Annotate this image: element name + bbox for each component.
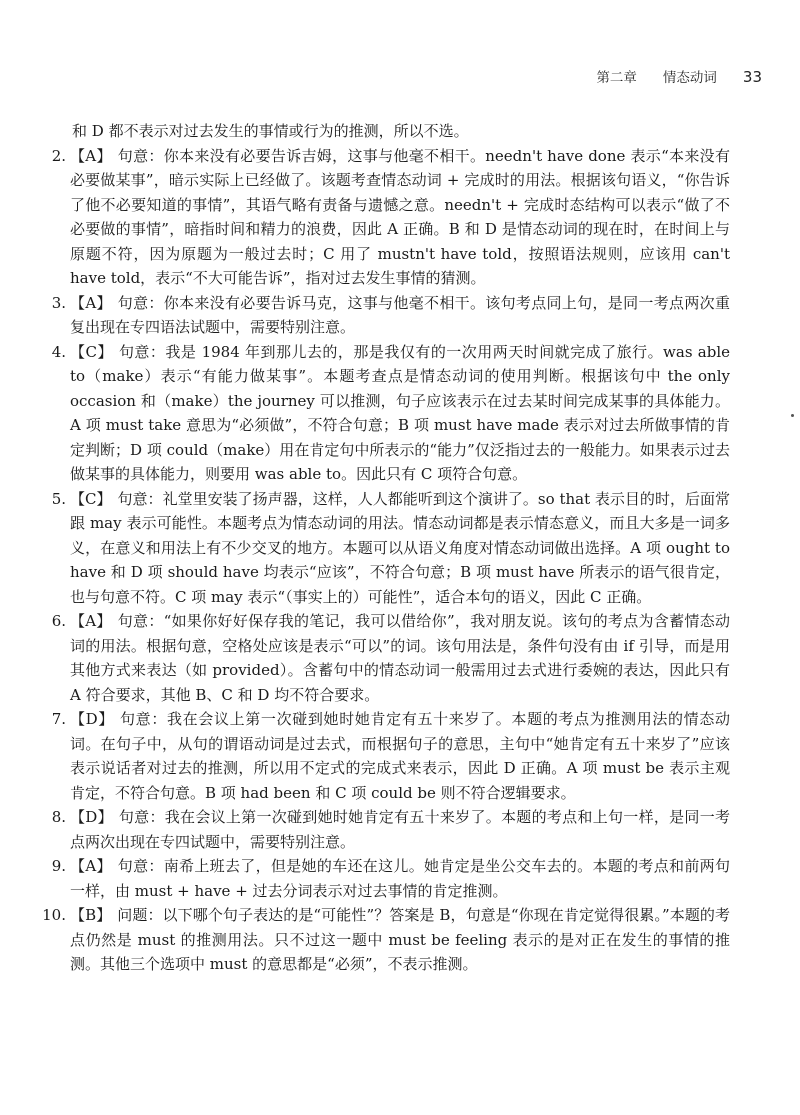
explanation-text: 句意：我在会议上第一次碰到她时她肯定有五十来岁了。本题的考点和上句一样，是同一考点两次出现在专四试题中，需要特别注意。 — [70, 808, 730, 851]
explanation-text: 句意：礼堂里安装了扬声器，这样，人人都能听到这个演讲了。so that 表示目的时，后面常跟 may 表示可能性。本题考点为情态动词的用法。情态动词都是表示情态意义，而且大多是一词多义，在意义和用法上有不少交叉的地方。本题可以从语义角度对情态动词做出选择。A 项 ought to have 和 D 项 should have 均表示“应该”，不符合句意；B 项 must have 所表示的语气很肯定，也与句意不符。C 项 may 表示“（事实上的）可能性”，适合本句的语义，因此 C 正确。 — [70, 489, 730, 606]
list-item — [42, 903, 730, 977]
item-number: 8. — [51, 808, 66, 826]
list-item — [51, 805, 730, 854]
page-header — [596, 66, 762, 86]
answer-explanations — [42, 119, 730, 977]
explanation-text: 句意：“如果你好好保存我的笔记，我可以借给你”，我对朋友说。该句的考点为含蓄情态动词的用法。根据句意，空格处应该是表示“可以”的词。该句用法是，条件句没有由 if 引导，而是用其他方式来表达（如 provided）。含蓄句中的情态动词一般需用过去式进行委婉的表达，因此只有 A 符合要求，其他 B、C 和 D 均不符合要求。 — [70, 612, 730, 704]
item-number: 5. — [51, 489, 66, 508]
list-item — [51, 707, 730, 805]
explanation-text: 句意：南希上班去了，但是她的车还在这儿。她肯定是坐公交车去的。本题的考点和前两句一样，由 must + have + 过去分词表示对过去事情的肯定推测。 — [70, 857, 730, 900]
chapter-label: 第二章 — [596, 70, 637, 86]
explanation-text: 句意：我在会议上第一次碰到她时她肯定有五十来岁了。本题的考点为推测用法的情态动词。在句子中，从句的谓语动词是过去式，而根据句子的意思，主句中“她肯定有五十来岁了”应该表示说话者对过去的推测，所以用不定式的完成式来表示，因此 D 正确。A 项 must be 表示主观肯定，不符合句意。B 项 had been 和 C 项 could be 则不符合逻辑要求。 — [70, 710, 730, 802]
item-number: 10. — [42, 906, 66, 924]
answer-label: 【B】 — [70, 906, 112, 924]
item-number: 3. — [51, 293, 66, 312]
explanation-text: 句意：我是 1984 年到那儿去的，那是我仅有的一次用两天时间就完成了旅行。was able to（make）表示“有能力做某事”。本题考查点是情态动词的使用判断。根据该句中 the only occasion 和（make）the journey 可以推测，句子应该表示在过去某时间完成某事的具体能力。A 项 must take 意思为“必须做”，不符合句意；B 项 must have made 表示对过去所做事情的肯定判断；D 项 could（make）用在肯定句中所表示的“能力”仅泛指过去的一般能力。如果表示过去做某事的具体能力，则要用 was able to。因此只有 C 项符合句意。 — [70, 342, 730, 483]
item-number: 2. — [51, 146, 66, 165]
answer-label: 【D】 — [70, 710, 114, 728]
answer-label: 【C】 — [70, 489, 112, 508]
item-number: 9. — [51, 857, 66, 875]
item-number: 4. — [51, 342, 66, 361]
explanation-text: 句意：你本来没有必要告诉吉姆，这事与他毫不相干。needn't have done 表示“本来没有必要做某事”，暗示实际上已经做了。该题考查情态动词 + 完成时的用法。根据该句语义，“你告诉了他不必要知道的事情”，其语气略有责备与遗憾之意。needn't + 完成时态结构可以表示“做了不必要做的事情”，暗指时间和精力的浪费，因此 A 正确。B 和 D 是情态动词的现在时，在时间上与原题不符，因为原题为一般过去时；C 用了 mustn't have told，按照语法规则，应该用 can't have told，表示“不大可能告诉”，指对过去发生事情的猜测。 — [70, 146, 730, 287]
page-number: 33 — [742, 68, 762, 86]
list-item — [51, 854, 730, 903]
item-number: 7. — [51, 710, 66, 728]
answer-label: 【A】 — [70, 293, 112, 312]
answer-label: 【A】 — [70, 612, 112, 630]
list-item — [51, 144, 730, 291]
answer-label: 【A】 — [70, 146, 112, 165]
answer-label: 【D】 — [70, 808, 113, 826]
scan-speck — [791, 414, 794, 417]
explanation-text: 句意：你本来没有必要告诉马克，这事与他毫不相干。该句考点同上句，是同一考点两次重复出现在专四语法试题中，需要特别注意。 — [70, 293, 730, 336]
section-title: 情态动词 — [662, 70, 717, 86]
list-item — [51, 487, 730, 610]
answer-label: 【A】 — [70, 857, 112, 875]
answer-label: 【C】 — [70, 342, 113, 361]
list-item — [51, 291, 730, 340]
item-number: 6. — [51, 612, 66, 630]
list-item — [51, 609, 730, 707]
list-item — [51, 340, 730, 487]
explanation-text: 问题：以下哪个句子表达的是“可能性”？答案是 B，句意是“你现在肯定觉得很累。”本题的考点仍然是 must 的推测用法。只不过这一题中 must be feeling 表示的是对正在发生的事情的推测。其他三个选项中 must 的意思都是“必须”，不表示推测。 — [70, 906, 730, 973]
continued-paragraph: 和 D 都不表示对过去发生的事情或行为的推测，所以不选。 — [72, 122, 469, 140]
